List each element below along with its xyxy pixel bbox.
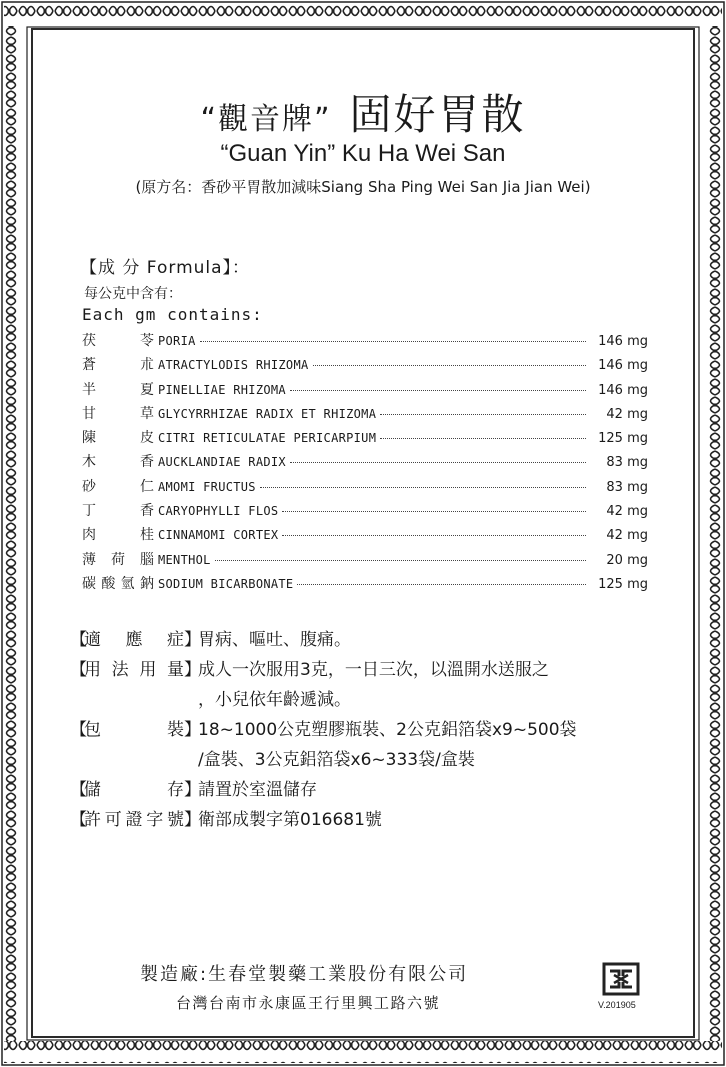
ingredient-name-latin: PINELLIAE RHIZOMA xyxy=(158,382,286,397)
ingredient-char: 夏 xyxy=(140,381,154,398)
storage-label: 儲 存 xyxy=(84,779,184,800)
ingredient-char: 茯 xyxy=(82,333,96,349)
ingredient-char: 蒼 xyxy=(82,357,96,374)
ingredient-row xyxy=(82,330,648,354)
product-name-en: “Guan Yin” Ku Ha Wei San xyxy=(220,140,506,167)
ingredient-char: 朮 xyxy=(140,357,154,374)
package-row: 【 包 裝 】 18~1000公克塑膠瓶裝、2公克鋁箔袋x9~500袋 xyxy=(70,712,670,742)
ingredient-name-latin: CITRI RETICULATAE PERICARPIUM xyxy=(158,431,377,446)
ingredient-char: 甘 xyxy=(82,405,96,422)
ingredient-char: 鈉 xyxy=(139,575,154,592)
ingredient-name-cn xyxy=(82,451,154,471)
ingredient-char: 半 xyxy=(82,381,96,398)
ingredient-name-cn xyxy=(82,379,154,399)
dot-leader xyxy=(297,584,586,585)
ingredient-char: 陳 xyxy=(82,430,96,447)
brand-name: “觀音牌” xyxy=(200,102,332,137)
version-code: V.201905 xyxy=(598,1000,636,1010)
dot-leader xyxy=(200,341,586,342)
dot-leader xyxy=(290,462,586,463)
ingredient-name-latin: MENTHOL xyxy=(158,552,211,567)
ingredient-list xyxy=(82,330,648,597)
per-gram-cn: 每公克中含有： xyxy=(84,286,182,302)
ingredient-char: 苓 xyxy=(140,333,154,349)
ingredient-name-latin: ATRACTYLODIS RHIZOMA xyxy=(158,358,309,373)
product-title-cn xyxy=(0,82,726,142)
ingredient-name-cn xyxy=(82,524,154,544)
ingredient-name-cn xyxy=(82,476,154,496)
ingredient-amount: 125 mg xyxy=(598,431,648,447)
storage-text: 請置於室溫儲存 xyxy=(198,779,317,800)
ingredient-amount: 42 mg xyxy=(606,406,648,422)
ingredient-name-cn xyxy=(82,573,154,593)
ingredient-name-cn xyxy=(82,427,154,447)
ingredient-char: 肉 xyxy=(82,527,96,544)
ingredient-char: 香 xyxy=(140,503,154,520)
ingredient-char: 酸 xyxy=(101,575,116,592)
license-label: 許 可 證 字 號 xyxy=(84,809,184,830)
ingredient-char: 薄 xyxy=(82,551,96,568)
dot-leader xyxy=(380,414,586,415)
ingredient-name-latin: PORIA xyxy=(158,334,196,348)
ingredient-char: 仁 xyxy=(140,478,154,495)
ingredient-amount: 125 mg xyxy=(598,576,648,592)
dot-leader xyxy=(290,390,586,391)
dosage-text: 成人一次服用3克，一日三次，以溫開水送服之 xyxy=(198,659,549,680)
ingredient-name-cn xyxy=(82,500,154,520)
ingredient-name-latin: AMOMI FRUCTUS xyxy=(158,479,256,494)
dot-leader xyxy=(313,365,587,366)
manufacturer: 製造廠:生春堂製藥工業股份有限公司 xyxy=(140,964,469,985)
ingredient-amount: 146 mg xyxy=(598,382,648,398)
ingredient-row xyxy=(82,403,648,427)
dosage-label: 用 法 用 量 xyxy=(84,659,184,680)
ingredient-char: 草 xyxy=(140,405,154,422)
ingredient-name-latin: CINNAMOMI CORTEX xyxy=(158,528,279,543)
dosage-text-cont: ，小兒依年齡遞減。 xyxy=(198,689,351,710)
dot-leader xyxy=(380,438,586,439)
ingredient-char: 丁 xyxy=(82,503,96,520)
ingredient-amount: 83 mg xyxy=(606,479,648,495)
dot-leader xyxy=(282,511,586,512)
product-info xyxy=(70,622,670,832)
ingredient-name-latin: CARYOPHYLLI FLOS xyxy=(158,504,279,519)
ingredient-name-cn xyxy=(82,354,154,374)
ingredient-row xyxy=(82,476,648,500)
ingredient-name-latin: SODIUM BICARBONATE xyxy=(158,576,294,591)
per-gram-en: Each gm contains: xyxy=(82,305,263,324)
ingredient-amount: 42 mg xyxy=(606,504,648,520)
ingredient-row xyxy=(82,524,648,548)
ingredient-char: 氫 xyxy=(120,575,135,592)
ingredient-char: 桂 xyxy=(140,527,154,544)
dot-leader xyxy=(282,535,586,536)
indications-text: 胃病、嘔吐、腹痛。 xyxy=(198,629,351,650)
ingredient-name-cn xyxy=(82,330,154,350)
ingredient-name-cn xyxy=(82,403,154,423)
ingredient-amount: 42 mg xyxy=(606,528,648,544)
storage-row: 【 儲 存 】 請置於室溫儲存 xyxy=(70,772,670,802)
ingredient-amount: 146 mg xyxy=(598,334,648,349)
ingredient-char: 香 xyxy=(140,454,154,471)
formula-heading: 【成 分 Formula】： xyxy=(80,258,251,278)
dot-leader xyxy=(215,560,586,561)
original-formula-name: (原方名：香砂平胃散加減味Siang Sha Ping Wei San Jia Jian Wei) xyxy=(135,178,591,196)
indications-row: 【 適 應 症 】 胃病、嘔吐、腹痛。 xyxy=(70,622,670,652)
package-label: 包 裝 xyxy=(84,719,184,740)
ingredient-row xyxy=(82,379,648,403)
ingredient-row xyxy=(82,427,648,451)
dosage-row: 【 用 法 用 量 】 成人一次服用3克，一日三次，以溫開水送服之 xyxy=(70,652,670,682)
ingredient-char: 木 xyxy=(82,454,96,471)
manufacturer-address: 台灣台南市永康區王行里興工路六號 xyxy=(176,994,441,1012)
package-text: 18~1000公克塑膠瓶裝、2公克鋁箔袋x9~500袋 xyxy=(198,719,577,740)
ingredient-amount: 83 mg xyxy=(606,455,648,471)
ingredient-char: 砂 xyxy=(82,478,96,495)
ingredient-row xyxy=(82,354,648,378)
ingredient-row xyxy=(82,500,648,524)
license-row: 【 許 可 證 字 號 】 衛部成製字第016681號 xyxy=(70,802,670,832)
ingredient-amount: 20 mg xyxy=(606,552,648,568)
ingredient-amount: 146 mg xyxy=(598,358,648,374)
product-name-cn: 固好胃散 xyxy=(349,90,526,139)
ingredient-char: 荷 xyxy=(111,551,125,568)
dot-leader xyxy=(260,487,586,488)
indications-label: 適 應 症 xyxy=(84,629,184,650)
license-text: 衛部成製字第016681號 xyxy=(198,809,382,830)
ingredient-char: 腦 xyxy=(140,551,154,568)
ingredient-char: 皮 xyxy=(140,430,154,447)
ingredient-name-cn xyxy=(82,549,154,569)
ingredient-name-latin: AUCKLANDIAE RADIX xyxy=(158,455,286,470)
ingredient-row xyxy=(82,573,648,597)
package-text-cont: /盒裝、3公克鋁箔袋x6~333袋/盒裝 xyxy=(198,749,475,770)
recycle-icon xyxy=(602,962,640,996)
ingredient-char: 碳 xyxy=(82,575,96,592)
ingredient-name-latin: GLYCYRRHIZAE RADIX ET RHIZOMA xyxy=(158,406,377,421)
ingredient-row xyxy=(82,451,648,475)
ingredient-row xyxy=(82,549,648,573)
